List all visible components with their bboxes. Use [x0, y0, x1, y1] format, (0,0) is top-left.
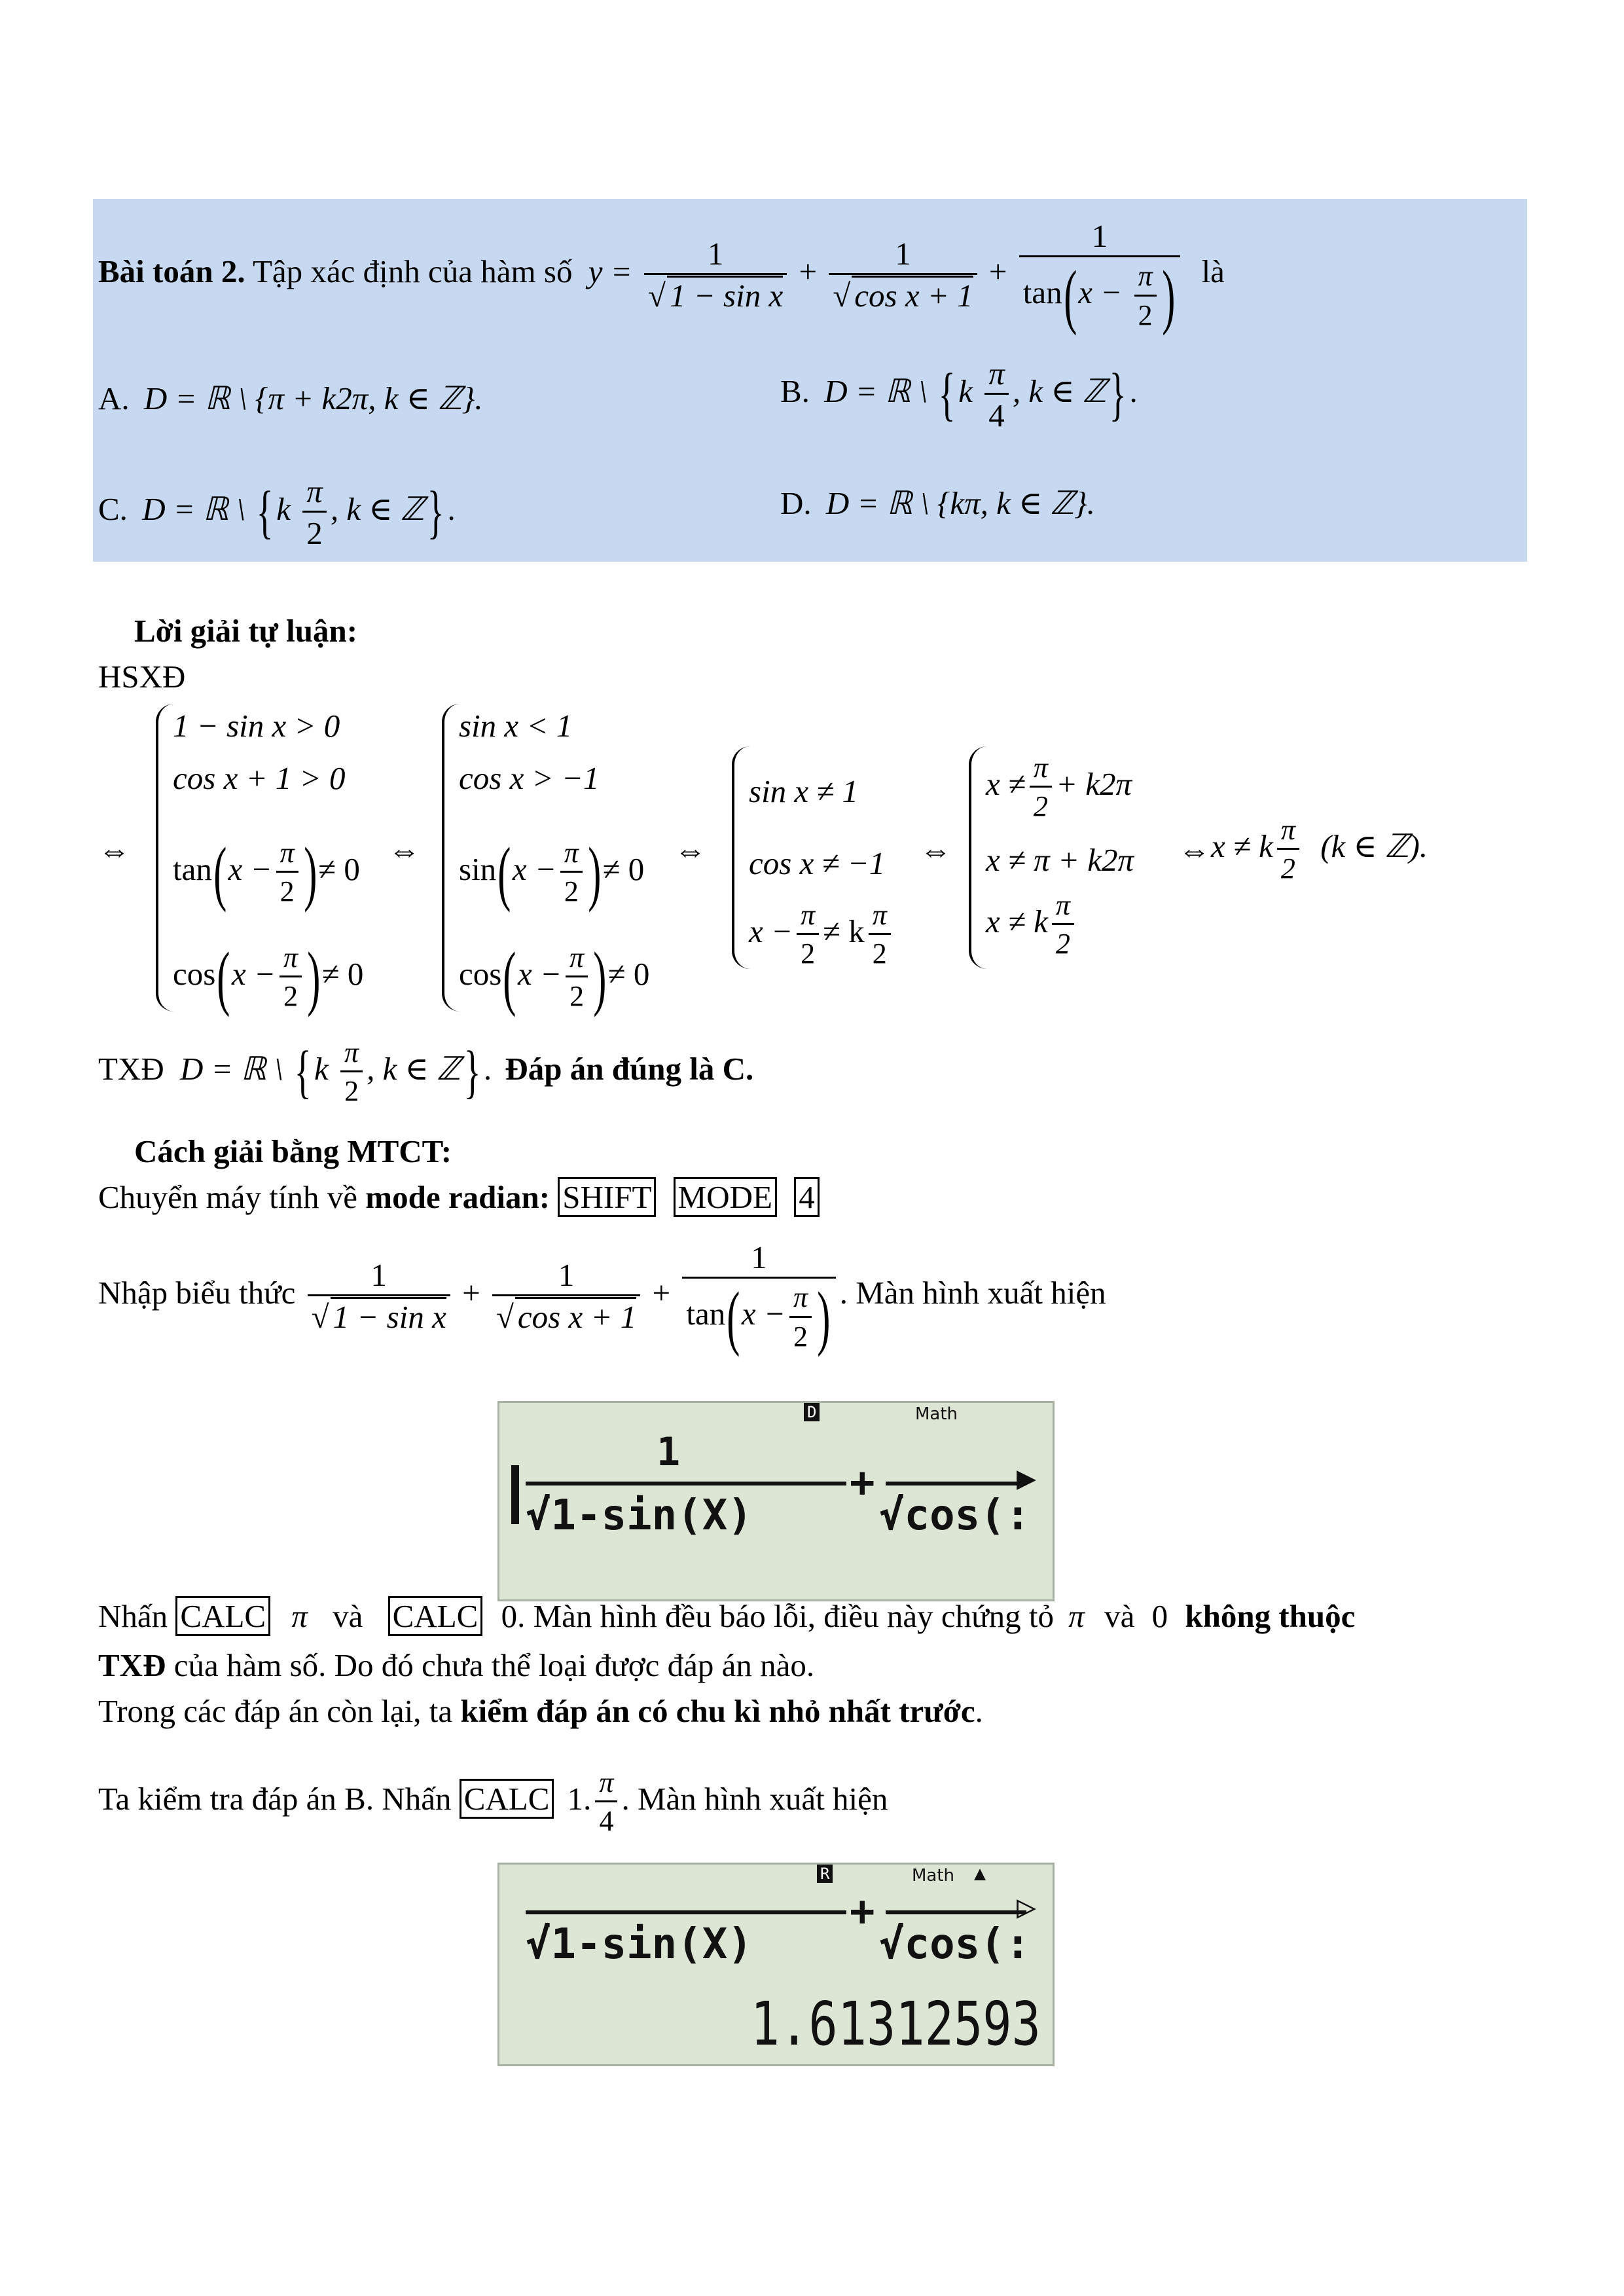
system-2: sin x < 1 cos x > −1 sin(x − $\frac{\pi}{2}$ )≠ 0 cos(x − $\frac{\pi}{2}$ )≠ 0: [442, 704, 717, 1011]
answer-text: Đáp án đúng là C.: [505, 1050, 754, 1087]
mode-key: MODE: [674, 1177, 777, 1217]
remain-line: Trong các đáp án còn lại, ta kiểm đáp án có chu kì nhỏ nhất trước.: [98, 1693, 983, 1729]
cursor: [511, 1465, 519, 1524]
input-line: Nhập biểu thức $\frac{1}{\text{√ 1 − sin x}}$ + $\frac{1}{\text{√ cos x + 1}}$ + 1 tan(x − $\frac{\pi}{2}$ ) . Màn hình xuất hiện: [98, 1239, 1106, 1358]
four-key: 4: [794, 1177, 820, 1217]
option-b[interactable]: B. D = ℝ \ {k $\frac{\pi}{4}$ , k ∈ ℤ}.: [780, 355, 1138, 434]
shift-key: SHIFT: [558, 1177, 656, 1217]
hsxd-label: HSXĐ: [98, 659, 186, 695]
radian-indicator: R: [817, 1865, 833, 1883]
mtct-heading: Cách giải bằng MTCT:: [134, 1133, 452, 1169]
degree-indicator: D: [804, 1403, 820, 1421]
option-c[interactable]: C. D = ℝ \ {k $\frac{\pi}{2}$ , k ∈ ℤ}.: [98, 473, 456, 552]
check-b-line: Ta kiểm tra đáp án B. Nhấn CALC 1. $\frac{\pi}{4}$ . Màn hình xuất hiện: [98, 1766, 888, 1838]
term-3: 1 tan(x − $\frac{\pi}{2}$ ): [1019, 219, 1181, 331]
txd-line: TXĐ D = ℝ \ {k $\frac{\pi}{2}$ , k ∈ ℤ}. Đáp án đúng là C.: [98, 1036, 754, 1108]
problem-label: Bài toán 2.: [98, 253, 245, 290]
fraction-bar: [526, 1482, 846, 1485]
iff-symbol: ⇔: [98, 832, 130, 868]
err-tail-line: TXĐ của hàm số. Do đó chưa thể loại được đáp án nào.: [98, 1647, 815, 1683]
problem-statement: Bài toán 2. Tập xác định của hàm số y = $\frac{1}{\text{√ 1 − sin x}}$ + $\frac{1}{\text{√ cos x + 1}}$ + 1 tan(x − $\frac{\pi}{2}$ ) là: [98, 218, 1225, 337]
option-a[interactable]: A. D = ℝ \ {π + k2π, k ∈ ℤ}.: [98, 380, 483, 416]
system-3: sin x ≠ 1 cos x ≠ −1 x − $\frac{\pi}{2}$ ≠ k $\frac{\pi}{2}$: [732, 746, 954, 969]
calc-result: 1.61312593: [750, 1989, 1041, 2059]
scroll-right-icon: ▷: [1017, 1887, 1037, 1925]
calc-line: Nhấn CALC π và CALC 0. Màn hình đều báo lỗi, điều này chứng tỏ π và 0 không thuộc: [98, 1597, 1355, 1635]
final-condition: x ≠ k $\frac{\pi}{2}$ (k ∈ ℤ).: [1211, 814, 1428, 885]
solution-heading: Lời giải tự luận:: [134, 613, 358, 649]
math-mode-indicator: Math: [915, 1404, 958, 1424]
system-4: x ≠ $\frac{\pi}{2}$ + k2π x ≠ π + k2π x ≠ k $\frac{\pi}{2}$: [969, 746, 1191, 969]
calculator-screen-2: R Math ▲ √1-sin(X) + √cos(: ▷ 1.61312593: [497, 1863, 1055, 2066]
calculator-screen-1: D Math 1 √1-sin(X) + √cos(: ▶: [497, 1401, 1055, 1601]
up-arrow-icon: ▲: [974, 1862, 986, 1885]
term-2: $\frac{1}{\text{√ cos x + 1}}$: [829, 237, 977, 313]
option-d[interactable]: D. D = ℝ \ {kπ, k ∈ ℤ}.: [780, 485, 1096, 521]
mode-line: Chuyển máy tính về mode radian: SHIFT MODE 4: [98, 1178, 820, 1216]
term-1: $\frac{1}{\text{√ 1 − sin x}}$: [644, 237, 787, 313]
system-1: 1 − sin x > 0 cos x + 1 > 0 tan(x − $\frac{\pi}{2}$ )≠ 0 cos(x − $\frac{\pi}{2}$ )≠ 0: [156, 704, 431, 1011]
problem-suffix: là: [1201, 253, 1225, 290]
scroll-right-icon: ▶: [1017, 1459, 1037, 1497]
problem-stem: Tập xác định của hàm số: [253, 253, 573, 290]
